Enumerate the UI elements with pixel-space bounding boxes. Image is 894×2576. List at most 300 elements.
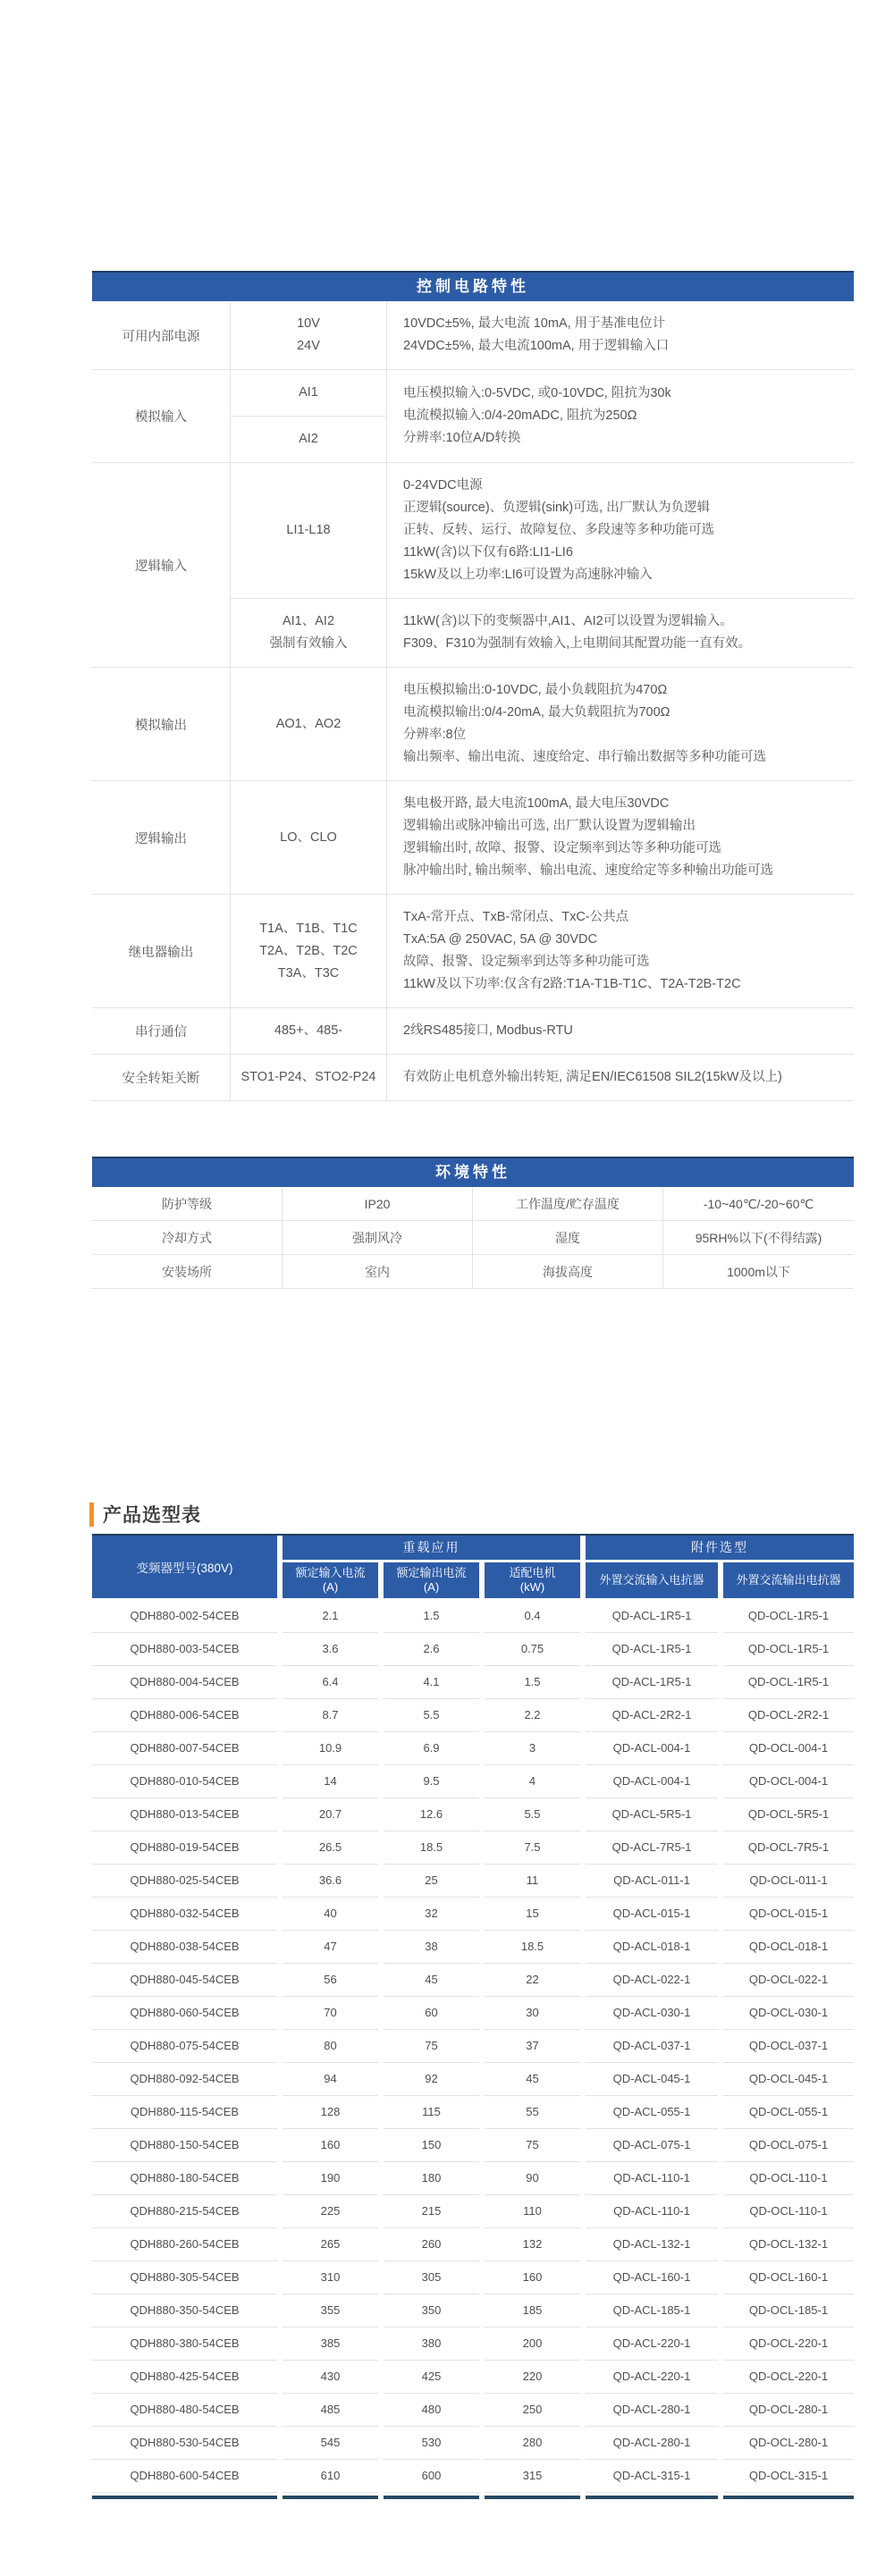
value-cell: QD-OCL-1R5-1	[723, 1600, 854, 1633]
value-cell: 55	[485, 2096, 580, 2129]
column-header-line: (A)	[423, 1580, 440, 1594]
value-cell: QD-ACL-045-1	[586, 2063, 718, 2096]
control-row	[92, 370, 854, 462]
value-cell: QD-ACL-075-1	[586, 2129, 718, 2162]
description-line: 脉冲输出时, 输出频率、输出电流、速度给定等多种输出功能可选	[403, 863, 774, 878]
value-cell: 480	[384, 2394, 479, 2427]
accent-bar	[89, 1503, 94, 1527]
value-cell: 485	[283, 2394, 378, 2427]
environment-row	[92, 1187, 854, 1221]
control-row	[92, 895, 854, 1007]
value-cell: QD-ACL-110-1	[586, 2162, 718, 2195]
product-table-body	[92, 1600, 854, 2499]
model-cell: QDH880-115-54CEB	[92, 2096, 277, 2129]
terminal-cell	[231, 895, 387, 1007]
table-row	[92, 2460, 854, 2493]
terminal-cell	[231, 370, 386, 416]
description-line: 正转、反转、运行、故障复位、多段速等多种功能可选	[403, 523, 714, 537]
value-cell: 160	[283, 2129, 378, 2162]
value-cell: 280	[485, 2427, 580, 2460]
description-line: 逻辑输出时, 故障、报警、设定频率到达等多种功能可选	[403, 841, 722, 855]
header-right-block	[283, 1536, 854, 1598]
sub-row	[231, 1055, 854, 1100]
terminal-text: LI1-L18	[286, 523, 331, 537]
bottom-border-segment	[723, 2496, 854, 2499]
value-cell: QD-OCL-220-1	[723, 2328, 854, 2361]
value-cell: 32	[384, 1898, 479, 1931]
value-cell: 60	[384, 1997, 479, 2030]
column-header-line: (kW)	[519, 1580, 545, 1594]
value-cell: QD-ACL-018-1	[586, 1931, 718, 1964]
terminal-text: T3A、T3C	[277, 965, 340, 981]
value-cell: 530	[384, 2427, 479, 2460]
value-cell: 12.6	[384, 1798, 479, 1831]
value-cell: 0.4	[485, 1600, 580, 1633]
row-label: 串行通信	[92, 1008, 231, 1054]
description-line: 电流模拟输入:0/4-20mADC, 阻抗为250Ω	[403, 408, 637, 423]
table-row	[92, 2030, 854, 2063]
table-row	[92, 1997, 854, 2030]
value-cell: 4	[485, 1765, 580, 1798]
value-cell: QD-ACL-1R5-1	[586, 1633, 718, 1666]
description-cell	[387, 599, 854, 667]
environment-row	[92, 1255, 854, 1289]
value-cell: QD-OCL-018-1	[723, 1931, 854, 1964]
value-cell: QD-OCL-220-1	[723, 2361, 854, 2394]
control-circuit-table	[92, 271, 854, 1101]
model-cell: QDH880-004-54CEB	[92, 1666, 277, 1699]
description-line: 集电极开路, 最大电流100mA, 最大电压30VDC	[403, 796, 670, 811]
description-line: 有效防止电机意外输出转矩, 满足EN/IEC61508 SIL2(15kW及以上)	[403, 1070, 782, 1084]
value-cell: 110	[485, 2195, 580, 2228]
description-line: 电压模拟输出:0-10VDC, 最小负载阻抗为470Ω	[403, 683, 668, 697]
model-cell: QDH880-007-54CEB	[92, 1732, 277, 1765]
value-cell: 7.5	[485, 1831, 580, 1865]
terminal-cell	[231, 781, 387, 894]
value-cell: 265	[283, 2228, 378, 2261]
column-header	[586, 1562, 718, 1598]
header-group-row	[283, 1536, 854, 1560]
table-bottom-line	[92, 1100, 854, 1101]
column-header	[283, 1562, 378, 1598]
value-cell: QD-ACL-132-1	[586, 2228, 718, 2261]
value-cell: 36.6	[283, 1865, 378, 1898]
table-row	[92, 2328, 854, 2361]
value-cell: QD-OCL-2R2-1	[723, 1699, 854, 1732]
value-cell: 430	[283, 2361, 378, 2394]
env-label: 海拔高度	[473, 1255, 663, 1289]
column-header	[384, 1562, 479, 1598]
terminal-text: AI1、AI2	[282, 614, 335, 628]
product-table-header	[92, 1536, 854, 1598]
description-line: 11kW(含)以下仅有6路:LI1-LI6	[403, 545, 573, 560]
value-cell: QD-ACL-280-1	[586, 2394, 718, 2427]
value-cell: 14	[283, 1765, 378, 1798]
terminal-text: LO、CLO	[280, 829, 337, 845]
terminal-text: T1A、T1B、T1C	[259, 921, 358, 936]
value-cell: 260	[384, 2228, 479, 2261]
terminal-text: AO1、AO2	[275, 716, 342, 731]
value-cell: 3.6	[283, 1633, 378, 1666]
value-cell: QD-OCL-004-1	[723, 1765, 854, 1798]
description-line: 故障、报警、设定频率到达等多种功能可选	[403, 955, 650, 969]
table-row	[92, 2195, 854, 2228]
product-selection-heading	[89, 1501, 201, 1528]
column-header	[485, 1562, 580, 1598]
terminal-cell	[231, 417, 386, 462]
column-header-line: 额定输入电流	[295, 1566, 366, 1579]
environment-table-body	[92, 1187, 854, 1289]
column-header-line: 适配电机	[509, 1566, 556, 1579]
description-line: 24VDC±5%, 最大电流100mA, 用于逻辑输入口	[403, 339, 670, 353]
description-line: 分辨率:8位	[403, 728, 467, 742]
table-row	[92, 2394, 854, 2427]
value-cell: QD-ACL-1R5-1	[586, 1600, 718, 1633]
terminal-text: AI2	[299, 432, 318, 446]
row-label: 安全转矩关断	[92, 1055, 231, 1100]
model-cell: QDH880-010-54CEB	[92, 1765, 277, 1798]
table-row	[92, 2063, 854, 2096]
value-cell: 5.5	[485, 1798, 580, 1831]
description-line: 11kW及以下功率:仅含有2路:T1A-T1B-T1C、T2A-T2B-T2C	[403, 977, 741, 991]
value-cell: 545	[283, 2427, 378, 2460]
bottom-border-segment	[586, 2496, 718, 2499]
terminal-cell	[231, 463, 387, 598]
value-cell: QD-OCL-280-1	[723, 2394, 854, 2427]
value-cell: 2.6	[384, 1633, 479, 1666]
model-cell: QDH880-530-54CEB	[92, 2427, 277, 2460]
env-value: 95RH%以下(不得结露)	[663, 1221, 854, 1255]
terminal-text: 10V	[297, 316, 320, 331]
sub-rows	[231, 781, 854, 894]
model-cell: QDH880-038-54CEB	[92, 1931, 277, 1964]
value-cell: 250	[485, 2394, 580, 2427]
value-cell: QD-OCL-055-1	[723, 2096, 854, 2129]
environment-row	[92, 1221, 854, 1255]
model-cell: QDH880-600-54CEB	[92, 2460, 277, 2493]
table-row	[92, 2261, 854, 2294]
sub-rows	[231, 1008, 854, 1054]
value-cell: 190	[283, 2162, 378, 2195]
model-cell: QDH880-032-54CEB	[92, 1898, 277, 1931]
model-cell: QDH880-480-54CEB	[92, 2394, 277, 2427]
table-row	[92, 2129, 854, 2162]
value-cell: QD-OCL-110-1	[723, 2162, 854, 2195]
description-line: 电流模拟输出:0/4-20mA, 最大负载阻抗为700Ω	[403, 705, 670, 720]
table-row	[92, 1931, 854, 1964]
description-cell	[387, 781, 854, 894]
terminal-text: 24V	[297, 339, 320, 353]
column-header-line: 外置交流输出电抗器	[736, 1573, 841, 1587]
description-cell	[387, 370, 854, 462]
control-row	[92, 463, 854, 667]
row-label: 逻辑输入	[92, 463, 231, 667]
terminal-text: T2A、T2B、T2C	[259, 943, 358, 958]
bottom-border-segment	[384, 2496, 479, 2499]
control-table-body	[92, 301, 854, 1101]
description-line: 电压模拟输入:0-5VDC, 或0-10VDC, 阻抗为30k	[403, 386, 671, 400]
table-row	[92, 1699, 854, 1732]
value-cell: 25	[384, 1865, 479, 1898]
model-cell: QDH880-045-54CEB	[92, 1964, 277, 1997]
value-cell: 9.5	[384, 1765, 479, 1798]
column-header-line: 外置交流输入电抗器	[599, 1573, 704, 1587]
description-cell	[387, 1055, 854, 1100]
control-table-title: 控制电路特性	[92, 273, 854, 301]
value-cell: QD-ACL-022-1	[586, 1964, 718, 1997]
value-cell: QD-ACL-055-1	[586, 2096, 718, 2129]
value-cell: 355	[283, 2294, 378, 2328]
value-cell: 610	[283, 2460, 378, 2493]
model-cell: QDH880-092-54CEB	[92, 2063, 277, 2096]
sub-row	[231, 599, 854, 667]
terminal-cell	[231, 301, 387, 369]
value-cell: 185	[485, 2294, 580, 2328]
value-cell: QD-OCL-1R5-1	[723, 1666, 854, 1699]
product-selection-table	[92, 1534, 854, 2499]
value-cell: QD-ACL-110-1	[586, 2195, 718, 2228]
description-line: 0-24VDC电源	[403, 478, 483, 492]
model-cell: QDH880-013-54CEB	[92, 1798, 277, 1831]
value-cell: QD-ACL-037-1	[586, 2030, 718, 2063]
bottom-border-segment	[485, 2496, 580, 2499]
table-row	[92, 2427, 854, 2460]
value-cell: 47	[283, 1931, 378, 1964]
description-line: 输出频率、输出电流、速度给定、串行输出数据等多种功能可选	[403, 750, 766, 764]
value-cell: 350	[384, 2294, 479, 2328]
value-cell: QD-OCL-280-1	[723, 2427, 854, 2460]
env-label: 安装场所	[92, 1255, 283, 1289]
value-cell: QD-OCL-132-1	[723, 2228, 854, 2261]
value-cell: QD-ACL-5R5-1	[586, 1798, 718, 1831]
value-cell: 425	[384, 2361, 479, 2394]
model-cell: QDH880-006-54CEB	[92, 1699, 277, 1732]
value-cell: 1.5	[384, 1600, 479, 1633]
model-cell: QDH880-425-54CEB	[92, 2361, 277, 2394]
control-row	[92, 1055, 854, 1100]
env-label: 防护等级	[92, 1187, 283, 1221]
value-cell: 3	[485, 1732, 580, 1765]
terminal-text: 强制有效输入	[269, 636, 348, 651]
env-value: -10~40℃/-20~60℃	[663, 1187, 854, 1221]
value-cell: QD-ACL-220-1	[586, 2361, 718, 2394]
sub-rows	[231, 463, 854, 667]
model-cell: QDH880-215-54CEB	[92, 2195, 277, 2228]
model-column-header: 变频器型号(380V)	[92, 1536, 277, 1598]
value-cell: 15	[485, 1898, 580, 1931]
environment-table-title: 环境特性	[92, 1158, 854, 1187]
header-sub-row	[283, 1562, 854, 1598]
value-cell: QD-ACL-280-1	[586, 2427, 718, 2460]
description-line: F309、F310为强制有效输入,上电期间其配置功能一直有效。	[403, 636, 752, 651]
description-line: 逻辑输出或脉冲输出可选, 出厂默认设置为逻辑输出	[403, 819, 696, 833]
description-cell	[387, 301, 854, 369]
table-row	[92, 2294, 854, 2328]
model-cell: QDH880-002-54CEB	[92, 1600, 277, 1633]
value-cell: QD-ACL-004-1	[586, 1732, 718, 1765]
column-header-line: 额定输出电流	[396, 1566, 467, 1579]
value-cell: 70	[283, 1997, 378, 2030]
value-cell: 37	[485, 2030, 580, 2063]
table-row	[92, 2096, 854, 2129]
value-cell: 180	[384, 2162, 479, 2195]
value-cell: 225	[283, 2195, 378, 2228]
value-cell: 94	[283, 2063, 378, 2096]
value-cell: 128	[283, 2096, 378, 2129]
description-line: 15kW及以上功率:LI6可设置为高速脉冲输入	[403, 568, 653, 582]
model-cell: QDH880-180-54CEB	[92, 2162, 277, 2195]
value-cell: 11	[485, 1865, 580, 1898]
table-row	[92, 1798, 854, 1831]
table-row	[92, 2361, 854, 2394]
table-bottom-border	[92, 2496, 854, 2499]
value-cell: QD-OCL-045-1	[723, 2063, 854, 2096]
value-cell: 150	[384, 2129, 479, 2162]
value-cell: QD-OCL-185-1	[723, 2294, 854, 2328]
value-cell: QD-ACL-220-1	[586, 2328, 718, 2361]
value-cell: 310	[283, 2261, 378, 2294]
value-cell: 220	[485, 2361, 580, 2394]
table-row	[92, 1633, 854, 1666]
value-cell: QD-OCL-011-1	[723, 1865, 854, 1898]
sub-rows	[231, 668, 854, 780]
table-row	[92, 1732, 854, 1765]
row-label: 模拟输出	[92, 668, 231, 780]
value-cell: 10.9	[283, 1732, 378, 1765]
value-cell: 6.4	[283, 1666, 378, 1699]
description-cell	[387, 895, 854, 1007]
value-cell: QD-OCL-075-1	[723, 2129, 854, 2162]
model-cell: QDH880-150-54CEB	[92, 2129, 277, 2162]
value-cell: 305	[384, 2261, 479, 2294]
terminal-text: 485+、485-	[274, 1023, 343, 1038]
model-cell: QDH880-060-54CEB	[92, 1997, 277, 2030]
value-cell: QD-ACL-315-1	[586, 2460, 718, 2493]
value-cell: 18.5	[384, 1831, 479, 1865]
terminal-text: STO1-P24、STO2-P24	[240, 1070, 376, 1084]
terminal-cell	[231, 668, 387, 780]
terminal-cell	[231, 599, 387, 667]
description-line: TxA-常开点、TxB-常闭点、TxC-公共点	[403, 910, 629, 924]
table-row	[92, 1831, 854, 1865]
env-label: 冷却方式	[92, 1221, 283, 1255]
table-row	[92, 2162, 854, 2195]
sub-row	[231, 781, 854, 894]
value-cell: QD-ACL-185-1	[586, 2294, 718, 2328]
table-row	[92, 1666, 854, 1699]
model-cell: QDH880-003-54CEB	[92, 1633, 277, 1666]
table-row	[92, 1600, 854, 1633]
description-cell	[387, 463, 854, 598]
value-cell: 75	[485, 2129, 580, 2162]
value-cell: 215	[384, 2195, 479, 2228]
value-cell: 20.7	[283, 1798, 378, 1831]
env-value: 室内	[283, 1255, 473, 1289]
value-cell: 5.5	[384, 1699, 479, 1732]
value-cell: 1.5	[485, 1666, 580, 1699]
model-cell: QDH880-380-54CEB	[92, 2328, 277, 2361]
env-label: 工作温度/贮存温度	[473, 1187, 663, 1221]
description-line: 11kW(含)以下的变频器中,AI1、AI2可以设置为逻辑输入。	[403, 614, 733, 628]
model-cell: QDH880-075-54CEB	[92, 2030, 277, 2063]
value-cell: 160	[485, 2261, 580, 2294]
table-row	[92, 2228, 854, 2261]
value-cell: QD-OCL-315-1	[723, 2460, 854, 2493]
description-cell	[387, 1008, 854, 1054]
value-cell: 8.7	[283, 1699, 378, 1732]
value-cell: QD-ACL-015-1	[586, 1898, 718, 1931]
value-cell: 2.1	[283, 1600, 378, 1633]
value-cell: 38	[384, 1931, 479, 1964]
terminal-stack	[231, 370, 387, 462]
value-cell: 385	[283, 2328, 378, 2361]
terminal-cell	[231, 1055, 387, 1100]
row-label: 可用内部电源	[92, 301, 231, 369]
control-row	[92, 668, 854, 780]
value-cell: 115	[384, 2096, 479, 2129]
row-label: 模拟输入	[92, 370, 231, 462]
value-cell: QD-OCL-030-1	[723, 1997, 854, 2030]
model-cell: QDH880-350-54CEB	[92, 2294, 277, 2328]
value-cell: 22	[485, 1964, 580, 1997]
value-cell: 18.5	[485, 1931, 580, 1964]
value-cell: QD-OCL-037-1	[723, 2030, 854, 2063]
control-row	[92, 301, 854, 369]
env-value: 1000m以下	[663, 1255, 854, 1289]
bottom-border-segment	[283, 2496, 378, 2499]
value-cell: 0.75	[485, 1633, 580, 1666]
description-line: 10VDC±5%, 最大电流 10mA, 用于基准电位计	[403, 316, 666, 331]
description-cell	[387, 668, 854, 780]
terminal-text: AI1	[299, 385, 318, 400]
row-label: 继电器输出	[92, 895, 231, 1007]
value-cell: 45	[485, 2063, 580, 2096]
value-cell: QD-OCL-160-1	[723, 2261, 854, 2294]
value-cell: 92	[384, 2063, 479, 2096]
column-header	[723, 1562, 854, 1598]
model-cell: QDH880-260-54CEB	[92, 2228, 277, 2261]
value-cell: 2.2	[485, 1699, 580, 1732]
value-cell: 26.5	[283, 1831, 378, 1865]
row-label: 逻辑输出	[92, 781, 231, 894]
value-cell: QD-OCL-7R5-1	[723, 1831, 854, 1865]
value-cell: QD-ACL-004-1	[586, 1765, 718, 1798]
value-cell: QD-ACL-160-1	[586, 2261, 718, 2294]
environment-table	[92, 1157, 854, 1289]
description-line: 正逻辑(source)、负逻辑(sink)可选, 出厂默认为负逻辑	[403, 501, 711, 515]
env-value: IP20	[283, 1187, 473, 1221]
value-cell: QD-OCL-015-1	[723, 1898, 854, 1931]
value-cell: QD-OCL-110-1	[723, 2195, 854, 2228]
value-cell: 600	[384, 2460, 479, 2493]
value-cell: 56	[283, 1964, 378, 1997]
section-title-text: 产品选型表	[103, 1505, 201, 1526]
control-row	[92, 781, 854, 894]
sub-rows	[231, 895, 854, 1007]
env-label: 湿度	[473, 1221, 663, 1255]
value-cell: 380	[384, 2328, 479, 2361]
sub-row	[231, 895, 854, 1007]
value-cell: 75	[384, 2030, 479, 2063]
value-cell: 4.1	[384, 1666, 479, 1699]
env-value: 强制风冷	[283, 1221, 473, 1255]
control-row	[92, 1008, 854, 1054]
value-cell: 200	[485, 2328, 580, 2361]
bottom-border-segment	[92, 2496, 277, 2499]
value-cell: 315	[485, 2460, 580, 2493]
model-cell: QDH880-305-54CEB	[92, 2261, 277, 2294]
description-line: 分辨率:10位A/D转换	[403, 431, 521, 445]
